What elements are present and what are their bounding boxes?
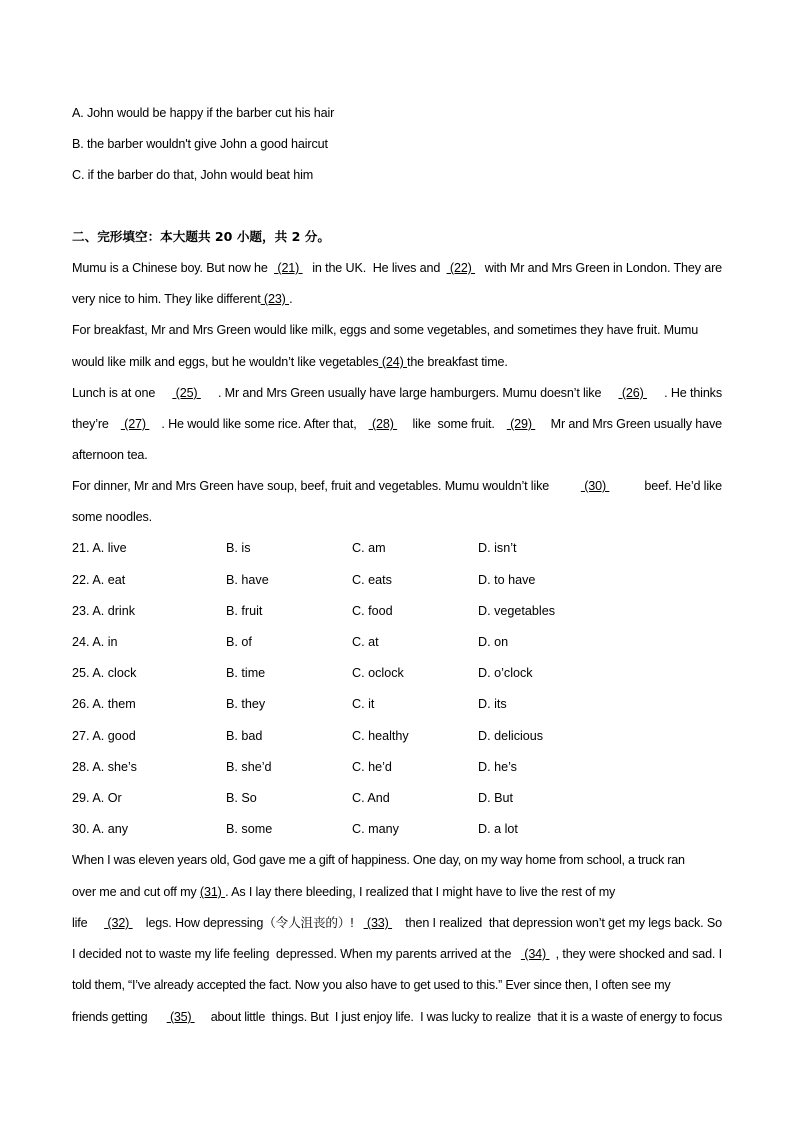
option-c: C. oclock [352, 666, 404, 680]
passage2-line: told them, “I’ve already accepted the fact. Now you also have to get used to this.” Ever since then, I often see my [72, 978, 671, 992]
passage1-line [72, 478, 722, 494]
option-c: C. many [352, 822, 399, 836]
option-a [72, 790, 122, 806]
question-number: 22. [72, 573, 90, 587]
option-b: B. have [226, 573, 269, 587]
blank-34: (34) [520, 947, 550, 961]
option-d: D. isn’t [478, 541, 517, 555]
option-text: A. eat [92, 573, 126, 587]
option-b: B. of [226, 635, 252, 649]
previous-option-c: C. if the barber do that, John would beat him [72, 168, 314, 182]
blank-33: (33) [363, 916, 393, 930]
option-a [72, 572, 125, 588]
text: the breakfast time. [406, 355, 508, 369]
option-text: A. good [92, 729, 136, 743]
blank-29: (29) [506, 417, 536, 431]
blank-21: (21) [274, 261, 303, 275]
option-c: C. at [352, 635, 379, 649]
option-d: D. a lot [478, 822, 518, 836]
text: . He thinks [664, 386, 722, 400]
blank-24: (24) [378, 355, 407, 369]
passage1-line: afternoon tea. [72, 448, 148, 462]
text: Mumu is a Chinese boy. But now he [72, 261, 268, 275]
question-number: 30. [72, 822, 90, 836]
text: Mr and Mrs Green usually have [547, 417, 722, 431]
passage1-line: For breakfast, Mr and Mrs Green would like milk, eggs and some vegetables, and sometimes they have fruit. Mumu [72, 323, 699, 337]
blank-22: (22) [446, 261, 476, 275]
blank-27: (27) [120, 417, 150, 431]
option-d: D. But [478, 791, 513, 805]
text: Lunch is at one [72, 386, 156, 400]
option-text: A. clock [92, 666, 137, 680]
blank-26: (26) [618, 386, 647, 400]
text: over me and cut off my [72, 885, 200, 899]
option-c: C. he’d [352, 760, 392, 774]
text: like some fruit. [409, 417, 495, 431]
passage2-line [72, 1009, 722, 1025]
option-c: C. food [352, 604, 393, 618]
option-d: D. o’clock [478, 666, 533, 680]
text: legs. How depressing（令人沮丧的）! [142, 916, 354, 930]
passage2-line [72, 915, 722, 931]
passage1-line [72, 385, 722, 401]
option-c: C. eats [352, 573, 392, 587]
option-b: B. time [226, 666, 266, 680]
text: beef. He’d like [641, 479, 722, 493]
option-a [72, 696, 136, 712]
option-c: C. it [352, 697, 375, 711]
option-d: D. its [478, 697, 507, 711]
option-text: A. any [92, 822, 129, 836]
option-a [72, 821, 128, 837]
option-a [72, 540, 127, 556]
option-b: B. bad [226, 729, 263, 743]
blank-25: (25) [172, 386, 201, 400]
question-number: 29. [72, 791, 90, 805]
question-number: 26. [72, 697, 90, 711]
option-text: A. Or [92, 791, 122, 805]
text: would like milk and eggs, but he wouldn’t like vegetables [72, 355, 379, 369]
text: about little things. But I just enjoy life. I was lucky to realize that it is a waste of energy to focus [207, 1010, 722, 1024]
option-b: B. some [226, 822, 273, 836]
option-c: C. And [352, 791, 390, 805]
previous-option-b: B. the barber wouldn't give John a good haircut [72, 137, 328, 151]
text: For dinner, Mr and Mrs Green have soup, beef, fruit and vegetables. Mumu wouldn’t like [72, 479, 550, 493]
passage1-line [72, 416, 722, 432]
text: friends getting [72, 1010, 154, 1024]
option-a [72, 759, 137, 775]
previous-option-a: A. John would be happy if the barber cut his hair [72, 106, 335, 120]
text: they’re [72, 417, 109, 431]
option-a [72, 728, 136, 744]
passage2-line [72, 884, 615, 900]
question-number: 27. [72, 729, 90, 743]
option-d: D. vegetables [478, 604, 556, 618]
option-d: D. he’s [478, 760, 517, 774]
section-heading: 二、完形填空：本大题共 20 小题，共 2 分。 [72, 229, 330, 244]
blank-31: (31) [199, 885, 226, 899]
passage2-line [72, 946, 722, 962]
passage2-line: When I was eleven years old, God gave me a gift of happiness. One day, on my way home from school, a truck ran [72, 853, 685, 867]
option-a [72, 665, 136, 681]
blank-23: (23) [260, 292, 290, 306]
text: , they were shocked and sad. I [555, 947, 722, 961]
option-c: C. am [352, 541, 386, 555]
passage1-line [72, 354, 508, 370]
blank-35: (35) [166, 1010, 195, 1024]
option-text: A. she’s [92, 760, 137, 774]
text: with Mr and Mrs Green in London. They are [481, 261, 722, 275]
passage1-line [72, 291, 292, 307]
option-b: B. So [226, 791, 257, 805]
text: . Mr and Mrs Green usually have large hamburgers. Mumu doesn’t like [217, 386, 602, 400]
option-text: A. drink [92, 604, 136, 618]
option-b: B. she’d [226, 760, 272, 774]
text: in the UK. He lives and [308, 261, 441, 275]
question-number: 23. [72, 604, 90, 618]
option-b: B. is [226, 541, 251, 555]
text: then I realized that depression won’t get my legs back. So [401, 916, 722, 930]
text: very nice to him. They like different [72, 292, 261, 306]
option-text: A. them [92, 697, 136, 711]
passage1-line: some noodles. [72, 510, 152, 524]
question-number: 25. [72, 666, 90, 680]
blank-32: (32) [104, 916, 133, 930]
option-b: B. they [226, 697, 266, 711]
blank-30: (30) [580, 479, 610, 493]
option-a [72, 603, 135, 619]
option-c: C. healthy [352, 729, 409, 743]
text: life [72, 916, 95, 930]
option-b: B. fruit [226, 604, 263, 618]
text: I decided not to waste my life feeling depressed. When my parents arrived at the [72, 947, 515, 961]
text: . [289, 292, 293, 306]
option-d: D. to have [478, 573, 536, 587]
passage1-line [72, 260, 722, 276]
option-d: D. delicious [478, 729, 544, 743]
question-number: 28. [72, 760, 90, 774]
option-d: D. on [478, 635, 509, 649]
question-number: 24. [72, 635, 90, 649]
option-a [72, 634, 118, 650]
option-text: A. live [92, 541, 127, 555]
text: . As I lay there bleeding, I realized that I might have to live the rest of my [225, 885, 616, 899]
blank-28: (28) [368, 417, 398, 431]
text: . He would like some rice. After that, [161, 417, 357, 431]
question-number: 21. [72, 541, 90, 555]
option-text: A. in [92, 635, 118, 649]
